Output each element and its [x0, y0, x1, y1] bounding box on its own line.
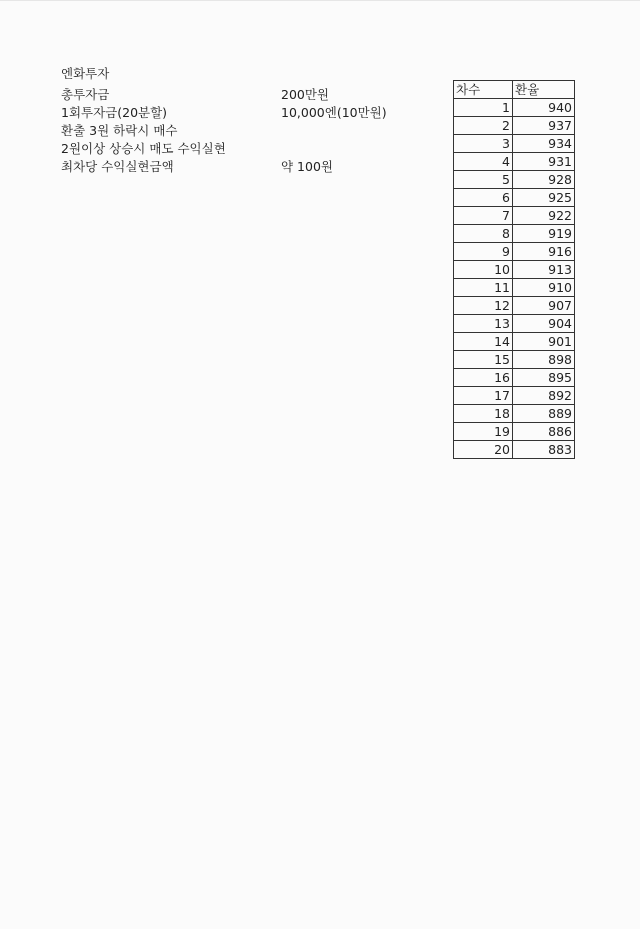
- table-row: [454, 315, 575, 333]
- cell-rate: 904: [513, 315, 575, 333]
- cell-rate: 916: [513, 243, 575, 261]
- cell-rate: 937: [513, 117, 575, 135]
- cell-round: 5: [454, 171, 513, 189]
- cell-round: 19: [454, 423, 513, 441]
- cell-rate: 910: [513, 279, 575, 297]
- cell-round: 1: [454, 99, 513, 117]
- cell-round: 2: [454, 117, 513, 135]
- table-row: [454, 297, 575, 315]
- value-profit-per-round: 약 100원: [281, 159, 333, 174]
- cell-round: 6: [454, 189, 513, 207]
- label-buy-rule: 환출 3원 하락시 매수: [61, 123, 178, 138]
- cell-round: 17: [454, 387, 513, 405]
- table-row: [454, 225, 575, 243]
- table-header-row: [454, 81, 575, 99]
- table-row: [454, 117, 575, 135]
- header-rate: 환율: [513, 81, 575, 99]
- table-row: [454, 261, 575, 279]
- value-per-investment: 10,000엔(10만원): [281, 105, 387, 120]
- cell-rate: 883: [513, 441, 575, 459]
- cell-rate: 889: [513, 405, 575, 423]
- cell-rate: 895: [513, 369, 575, 387]
- cell-round: 4: [454, 153, 513, 171]
- cell-rate: 901: [513, 333, 575, 351]
- table-row: [454, 243, 575, 261]
- cell-rate: 907: [513, 297, 575, 315]
- table-row: [454, 153, 575, 171]
- table-row: [454, 441, 575, 459]
- table-row: [454, 189, 575, 207]
- table-row: [454, 423, 575, 441]
- table-row: [454, 369, 575, 387]
- cell-rate: 898: [513, 351, 575, 369]
- header-round: 차수: [454, 81, 513, 99]
- table-row: [454, 387, 575, 405]
- cell-round: 15: [454, 351, 513, 369]
- cell-rate: 925: [513, 189, 575, 207]
- cell-round: 12: [454, 297, 513, 315]
- cell-rate: 919: [513, 225, 575, 243]
- cell-rate: 934: [513, 135, 575, 153]
- cell-round: 16: [454, 369, 513, 387]
- table-row: [454, 99, 575, 117]
- cell-round: 8: [454, 225, 513, 243]
- label-sell-rule: 2원이상 상승시 매도 수익실현: [61, 141, 226, 156]
- table-row: [454, 135, 575, 153]
- document-title: 엔화투자: [61, 66, 110, 81]
- label-total-investment: 총투자금: [61, 87, 110, 102]
- label-profit-per-round: 최차당 수익실현금액: [61, 159, 174, 174]
- cell-rate: 931: [513, 153, 575, 171]
- cell-round: 9: [454, 243, 513, 261]
- table-row: [454, 405, 575, 423]
- cell-rate: 892: [513, 387, 575, 405]
- cell-rate: 928: [513, 171, 575, 189]
- table-row: [454, 207, 575, 225]
- exchange-rate-table: [453, 80, 575, 459]
- value-total-investment: 200만원: [281, 87, 330, 102]
- table-row: [454, 333, 575, 351]
- cell-rate: 940: [513, 99, 575, 117]
- cell-rate: 913: [513, 261, 575, 279]
- table-row: [454, 351, 575, 369]
- table-row: [454, 279, 575, 297]
- cell-round: 3: [454, 135, 513, 153]
- table-row: [454, 171, 575, 189]
- cell-round: 11: [454, 279, 513, 297]
- cell-rate: 886: [513, 423, 575, 441]
- label-per-investment: 1회투자금(20분할): [61, 105, 168, 120]
- cell-round: 20: [454, 441, 513, 459]
- cell-rate: 922: [513, 207, 575, 225]
- cell-round: 14: [454, 333, 513, 351]
- cell-round: 10: [454, 261, 513, 279]
- cell-round: 18: [454, 405, 513, 423]
- cell-round: 7: [454, 207, 513, 225]
- cell-round: 13: [454, 315, 513, 333]
